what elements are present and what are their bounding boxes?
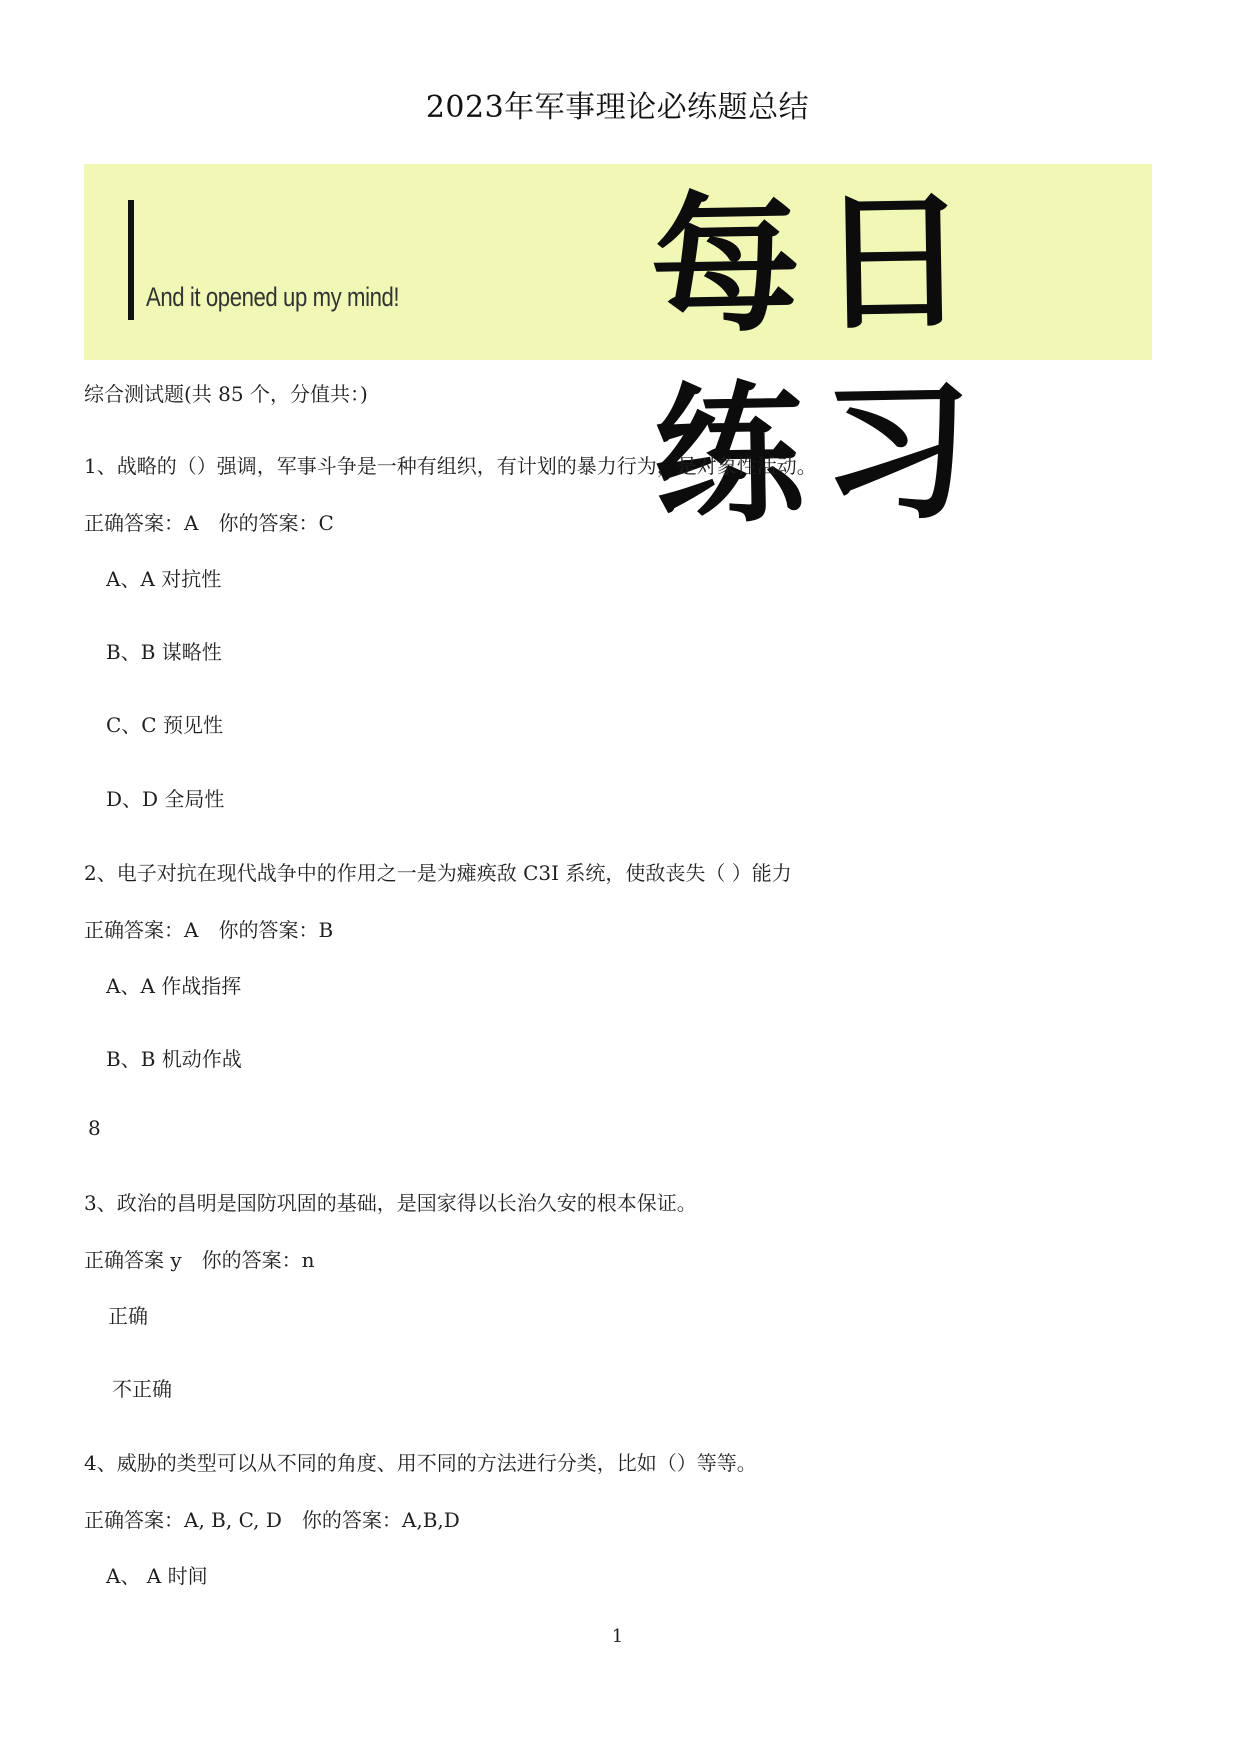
question-2-option-b: B、B 机动作战 [106, 1047, 242, 1071]
document-title: 2023年军事理论必练题总结 [425, 90, 810, 125]
question-3-option-true: 正确 [108, 1304, 148, 1328]
question-1-answer: 正确答案：A 你的答案：C [84, 511, 334, 535]
question-4-option-a: A、 A 时间 [106, 1564, 208, 1588]
question-4-text: 4、威胁的类型可以从不同的角度、用不同的方法进行分类，比如（）等等。 [84, 1451, 757, 1475]
banner-brush-text: 每日练习 [648, 174, 992, 545]
question-1-text: 1、战略的（）强调，军事斗争是一种有组织，有计划的暴力行为，是对象性活动。 [84, 454, 817, 478]
banner-slogan: And it opened up my mind! [146, 282, 400, 312]
question-3-answer: 正确答案 y 你的答案：n [84, 1248, 315, 1272]
question-1-option-b: B、B 谋略性 [106, 640, 222, 664]
question-2-text: 2、电子对抗在现代战争中的作用之一是为瘫痪敌 C3I 系统，使敌丧失（ ）能力 [84, 861, 792, 885]
question-4-answer: 正确答案：A, B, C, D 你的答案：A,B,D [84, 1508, 460, 1532]
test-summary: 综合测试题(共 85 个，分值共：) [84, 382, 368, 406]
question-3-text: 3、政治的昌明是国防巩固的基础，是国家得以长治久安的根本保证。 [84, 1191, 697, 1215]
question-2-answer: 正确答案：A 你的答案：B [84, 918, 334, 942]
question-3-option-false: 不正确 [112, 1377, 172, 1401]
question-1-option-c: C、C 预见性 [106, 713, 223, 737]
banner-accent-bar [128, 200, 134, 320]
question-2-option-a: A、A 作战指挥 [106, 974, 242, 998]
stray-number: 8 [88, 1116, 101, 1140]
page-number: 1 [611, 1626, 624, 1647]
question-1-option-a: A、A 对抗性 [106, 567, 222, 591]
question-1-option-d: D、D 全局性 [106, 787, 225, 811]
